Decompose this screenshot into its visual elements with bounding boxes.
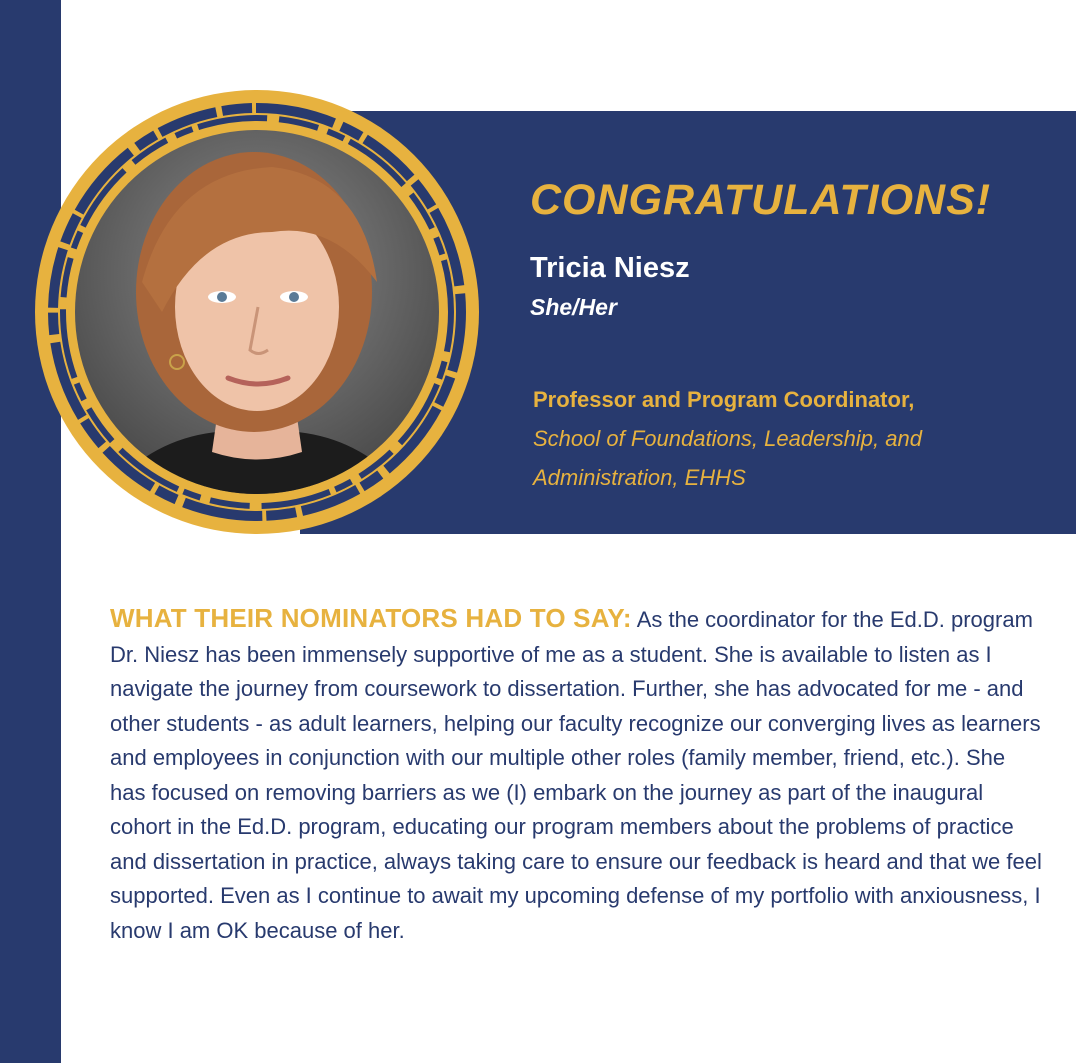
headline: CONGRATULATIONS! — [530, 176, 992, 224]
honoree-pronouns: She/Her — [530, 294, 617, 320]
portrait-photo — [32, 82, 482, 542]
nominator-quote-block — [110, 601, 1045, 948]
honoree-title: Professor and Program Coordinator, — [533, 387, 915, 412]
nominators-quote: As the coordinator for the Ed.D. program Dr. Niesz has been immensely supportive of me as a student. She is available to listen as I navigate the journey from coursework to dissertation. Further, she has advocated for me - and other students - as adult learners, helping our faculty recognize our converging lives as learners and employees in conjunction with our multiple other roles (family member, friend, etc.). She has focused on removing barriers as we (I) embark on the journey as part of the inaugural cohort in the Ed.D. program, educating our program members about the problems of practice and dissertation in practice, always taking care to ensure our feedback is heard and that we feel supported. Even as I continue to await my upcoming defense of my portfolio with anxiousness, I know I am OK because of her. — [110, 607, 1042, 943]
nominators-label: WHAT THEIR NOMINATORS HAD TO SAY: — [110, 603, 632, 633]
honoree-role — [533, 380, 1053, 497]
honoree-name: Tricia Niesz — [530, 252, 690, 284]
portrait-frame — [32, 82, 482, 542]
honoree-unit: School of Foundations, Leadership, and Administration, EHHS — [533, 426, 922, 490]
